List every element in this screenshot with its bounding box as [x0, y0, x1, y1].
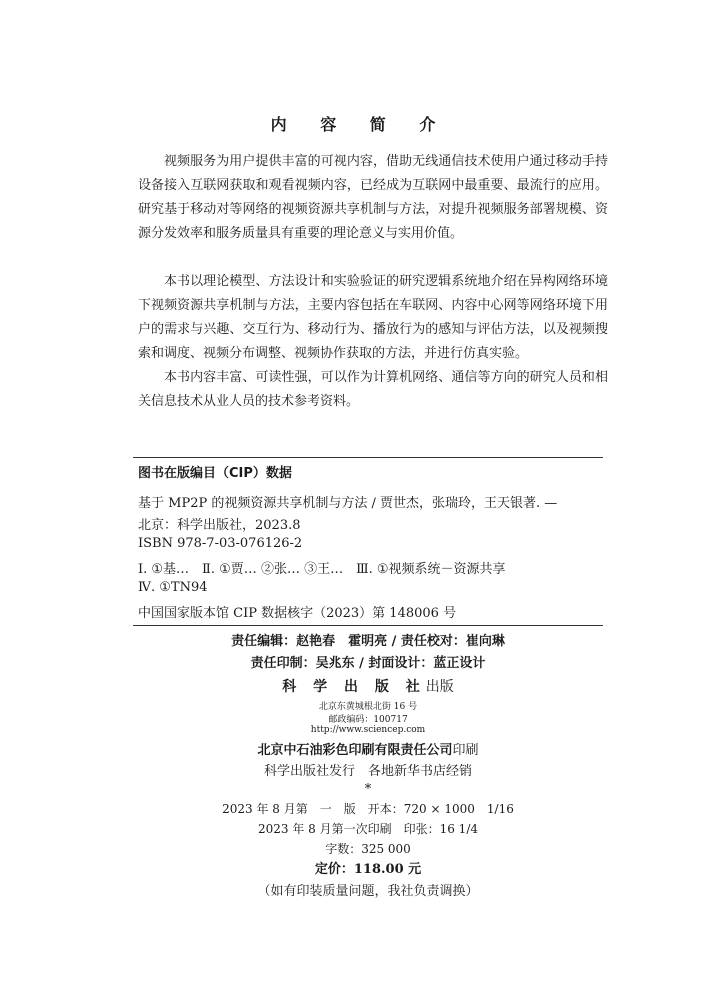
publisher-url: http://www.sciencep.com	[310, 725, 426, 735]
publisher-name: 科 学 出 版 社	[282, 679, 426, 695]
summary-paragraph-2: 本书以理论模型、方法设计和实验验证的研究逻辑系统地介绍在异构网络环境下视频资源共享机制与方法，主要内容包括在车联网、内容中心网等网络环境下用户的需求与兴趣、交互行为、移动行为、播放行为的感知与评估方法，以及视频搜索和调度、视频分布调整、视频协作获取的方法，并进行仿真实验。	[138, 274, 608, 361]
printer-line	[133, 739, 603, 758]
printer-name: 北京中石油彩色印刷有限责任公司	[257, 743, 453, 758]
printing-line: 2023 年 8 月第一次印刷 印张：16 1/4	[257, 822, 478, 836]
edition-line: 2023 年 8 月第 一 版 开本：720 × 1000 1/16	[222, 802, 514, 816]
cip-heading: 图书在版编目（CIP）数据	[138, 466, 292, 481]
publisher-postcode: 邮政编码：100717	[328, 715, 408, 725]
summary-paragraph-1: 视频服务为用户提供丰富的可视内容，借助无线通信技术使用户通过移动手持设备接入互联网获取和观看视频内容，已经成为互联网中最重要、最流行的应用。研究基于移动对等网络的视频资源共享机制与方法，对提升视频服务部署规模、资源分发效率和服务质量具有重要的理论意义与实用价值。	[138, 154, 608, 241]
editor-credits: 责任编辑：赵艳春 霍明亮 / 责任校对：崔向琳	[231, 634, 505, 649]
separator-asterisk: *	[364, 782, 372, 797]
cip-classification-2: Ⅳ. ①TN94	[138, 580, 208, 595]
page-title: 内 容 简 介	[270, 115, 450, 134]
publisher-line	[133, 676, 603, 696]
word-count: 字数：325 000	[325, 842, 411, 856]
cip-classification: Ⅰ. ①基… Ⅱ. ①贾… ②张… ③王… Ⅲ. ①视频系统－资源共享	[138, 562, 506, 577]
cip-bottom-rule	[133, 625, 603, 626]
cip-verification: 中国国家版本馆 CIP 数据核字（2023）第 148006 号	[138, 606, 457, 621]
publisher-suffix: 出版	[425, 679, 454, 695]
production-credits: 责任印制：吴兆东 / 封面设计：蓝正设计	[250, 656, 486, 671]
quality-note: （如有印装质量问题，我社负责调换）	[257, 884, 479, 899]
distribution-line: 科学出版社发行 各地新华书店经销	[263, 764, 472, 779]
cip-isbn: ISBN 978-7-03-076126-2	[138, 536, 303, 551]
price: 定价：118.00 元	[314, 862, 422, 877]
summary-paragraph-3: 本书内容丰富、可读性强，可以作为计算机网络、通信等方向的研究人员和相关信息技术从业人员的技术参考资料。	[138, 370, 608, 409]
cip-publisher-line: 北京：科学出版社，2023.8	[138, 518, 301, 533]
printer-suffix: 印刷	[452, 743, 479, 758]
publisher-address: 北京东黄城根北街 16 号	[318, 702, 418, 712]
cip-title-line: 基于 MP2P 的视频资源共享机制与方法 / 贾世杰，张瑞玲，王天银著. —	[138, 496, 558, 511]
cip-top-rule	[133, 457, 603, 458]
